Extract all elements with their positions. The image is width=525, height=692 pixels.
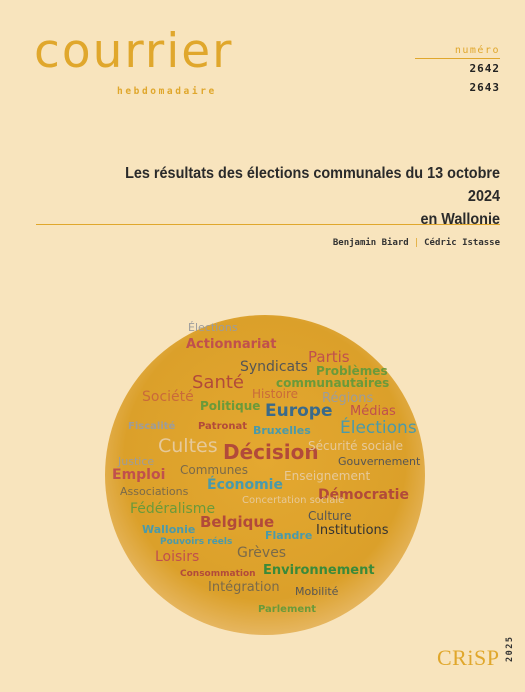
cloud-word: Société [142,389,194,405]
issue-label: numéro [415,45,500,59]
cloud-word: Communes [180,463,248,477]
cloud-word: Loisirs [155,549,200,565]
cloud-word: Mobilité [295,585,339,598]
authors [333,238,500,248]
cloud-word: Santé [192,372,244,393]
cloud-word: Intégration [208,580,280,595]
cloud-word: Partis [308,348,350,366]
cloud-word: Wallonie [142,523,196,536]
cloud-word: Grèves [237,545,287,561]
publication-year: 2025 [505,635,515,662]
title-line: Les résultats des élections communales du 13 octobre 2024 [125,165,500,205]
title-divider [36,224,500,225]
cloud-word: Médias [350,404,396,419]
cloud-word: Emploi [112,467,166,483]
author-separator: | [413,238,420,248]
cloud-word: Régions [322,391,374,406]
cloud-word: Concertation sociale [242,495,345,506]
cloud-word: Enseignement [284,469,371,483]
cloud-word: Environnement [263,563,375,578]
cloud-word: Économie [207,477,283,493]
cloud-word: Élections [340,418,417,438]
cloud-word: Politique [200,399,261,413]
cloud-word: Fédéralisme [130,501,216,517]
cloud-word: Patronat [198,421,248,432]
cloud-word: Décision [223,440,319,464]
cloud-word: Actionnariat [186,337,277,352]
cloud-word: Associations [120,485,189,498]
cloud-word: Pouvoirs réels [160,537,233,547]
cloud-word: Parlement [258,604,317,615]
cloud-word: Gouvernement [338,455,421,468]
cloud-word: Élections [188,321,238,334]
issue-block [415,45,500,97]
cloud-word: Europe [265,401,333,421]
cloud-word: Belgique [200,513,275,531]
issue-number: 2643 [469,81,500,94]
crisp-logo: CRiSP [437,645,500,670]
cloud-word: Sécurité sociale [308,439,403,453]
cloud-word: Justice [118,455,155,468]
cloud-word: Histoire [252,387,299,401]
cloud-word: Syndicats [240,359,308,375]
cloud-word: Culture [308,509,352,523]
cloud-word: Bruxelles [253,424,311,437]
masthead-title: courrier [34,24,234,79]
publication-title [100,162,500,231]
cloud-word: Cultes [158,435,218,457]
cloud-word: Démocratie [318,487,409,503]
cloud-word: Institutions [316,523,389,538]
word-cloud-illustration [100,310,430,640]
author-name: Benjamin Biard [332,238,409,248]
cloud-word: Flandre [265,529,313,542]
cloud-word: Consommation [180,569,256,579]
cloud-word: Problèmes [316,364,388,378]
cloud-word: communautaires [276,376,390,390]
author-name: Cédric Istasse [424,238,500,248]
masthead-subtitle: hebdomadaire [117,86,217,97]
cloud-word: Fiscalité [128,421,176,432]
title-line: en Wallonie [420,211,500,228]
issue-number: 2642 [469,62,500,75]
